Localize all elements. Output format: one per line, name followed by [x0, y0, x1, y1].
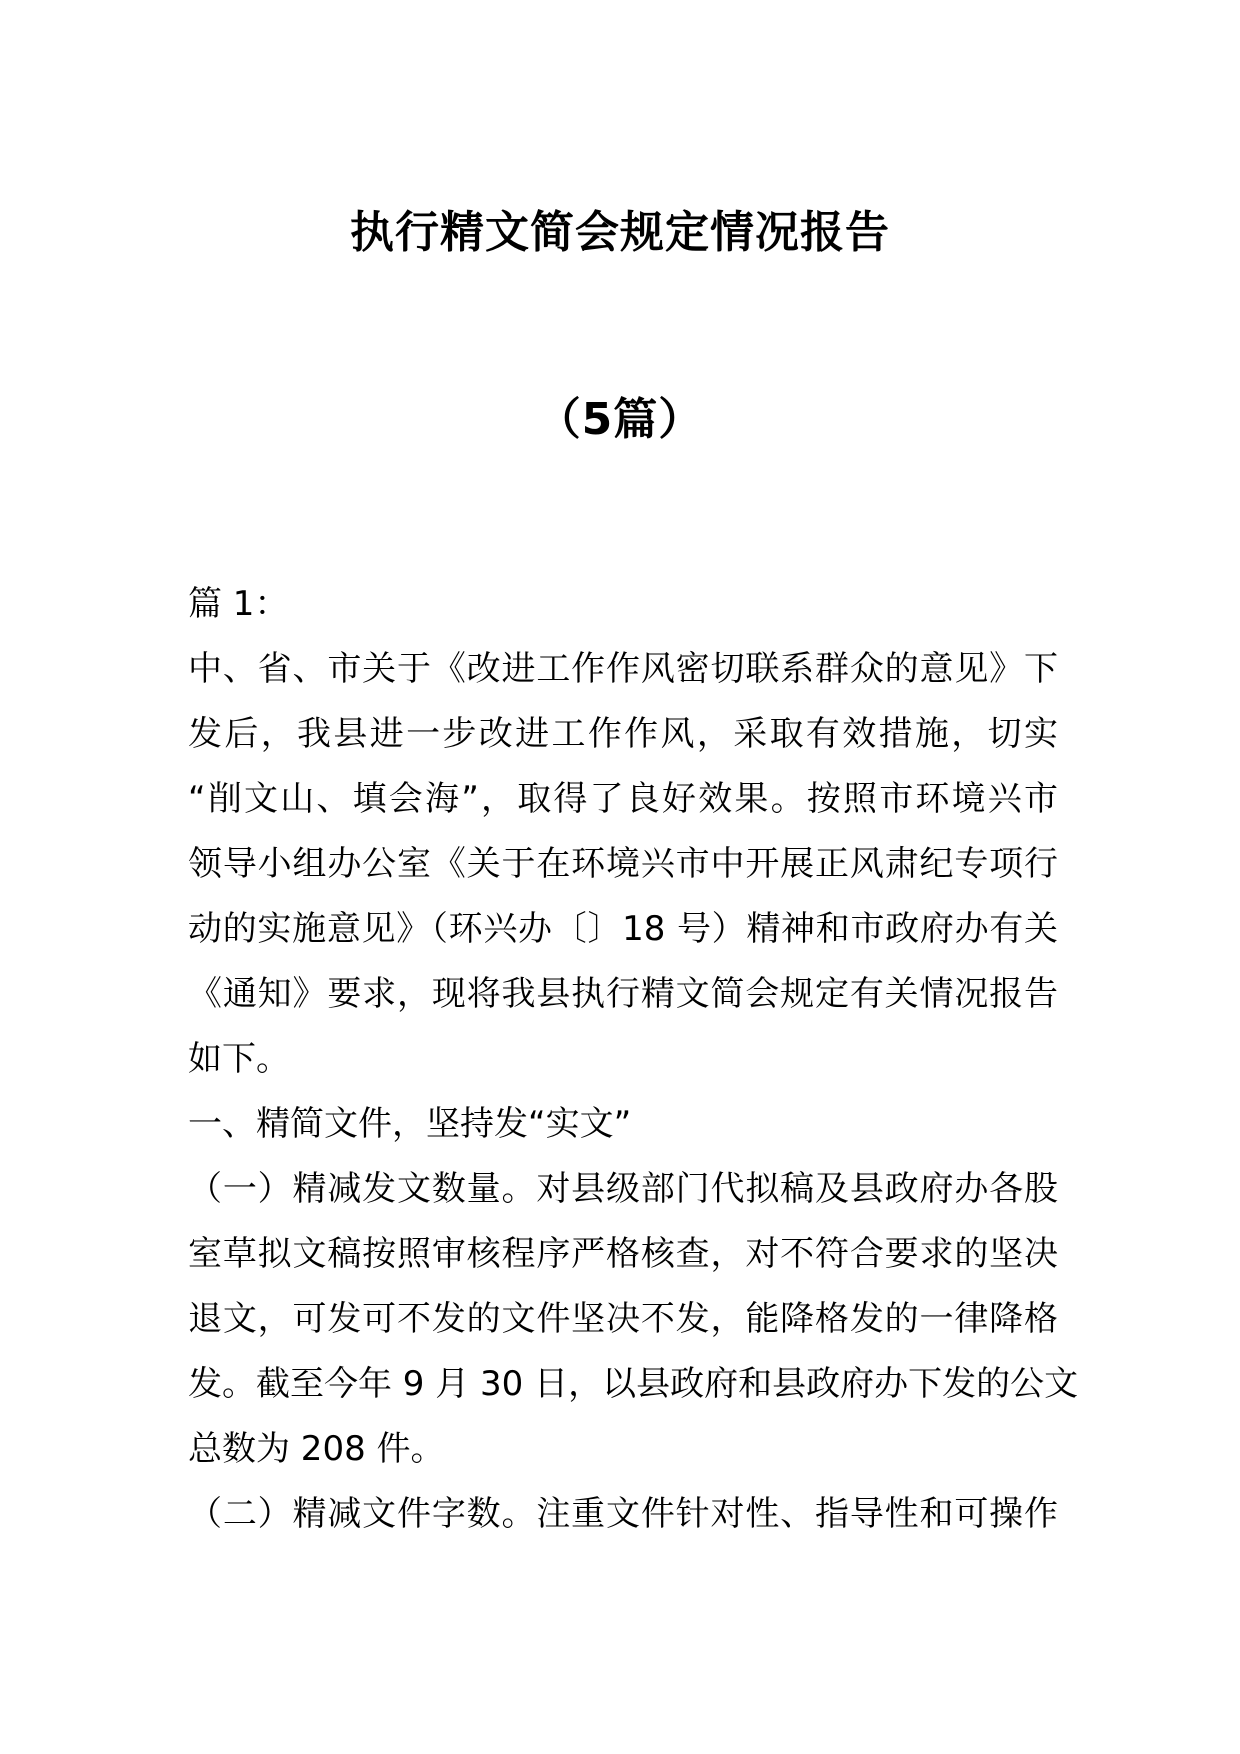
document-subtitle: （5篇） [536, 394, 704, 445]
body-line: （一）精减发文数量。对县级部门代拟稿及县政府办各股 [188, 1169, 1058, 1209]
body-line: 室草拟文稿按照审核程序严格核查，对不符合要求的坚决 [188, 1234, 1058, 1274]
body-line: 总数为 208 件。 [188, 1429, 445, 1469]
body-line: （二）精减文件字数。注重文件针对性、指导性和可操作 [188, 1494, 1058, 1534]
body-line: 《通知》要求，现将我县执行精文简会规定有关情况报告 [188, 974, 1058, 1014]
body-line: 发。截至今年 9 月 30 日，以县政府和县政府办下发的公文 [188, 1364, 1079, 1404]
document-body [188, 572, 1079, 1547]
body-line: 退文，可发可不发的文件坚决不发，能降格发的一律降格 [188, 1299, 1058, 1339]
body-line: “削文山、填会海”，取得了良好效果。按照市环境兴市 [188, 779, 1058, 819]
body-line: 发后，我县进一步改进工作作风，采取有效措施，切实 [188, 714, 1058, 754]
section-heading-1: 篇 1： [188, 584, 289, 624]
body-line: 领导小组办公室《关于在环境兴市中开展正风肃纪专项行 [188, 844, 1058, 884]
body-line: 如下。 [188, 1039, 290, 1079]
document-title: 执行精文简会规定情况报告 [350, 207, 890, 258]
body-line: 动的实施意见》（环兴办〔〕18 号）精神和市政府办有关 [188, 909, 1058, 949]
body-line: 中、省、市关于《改进工作作风密切联系群众的意见》下 [188, 649, 1058, 689]
section-heading: 一、精简文件，坚持发“实文” [188, 1104, 632, 1144]
